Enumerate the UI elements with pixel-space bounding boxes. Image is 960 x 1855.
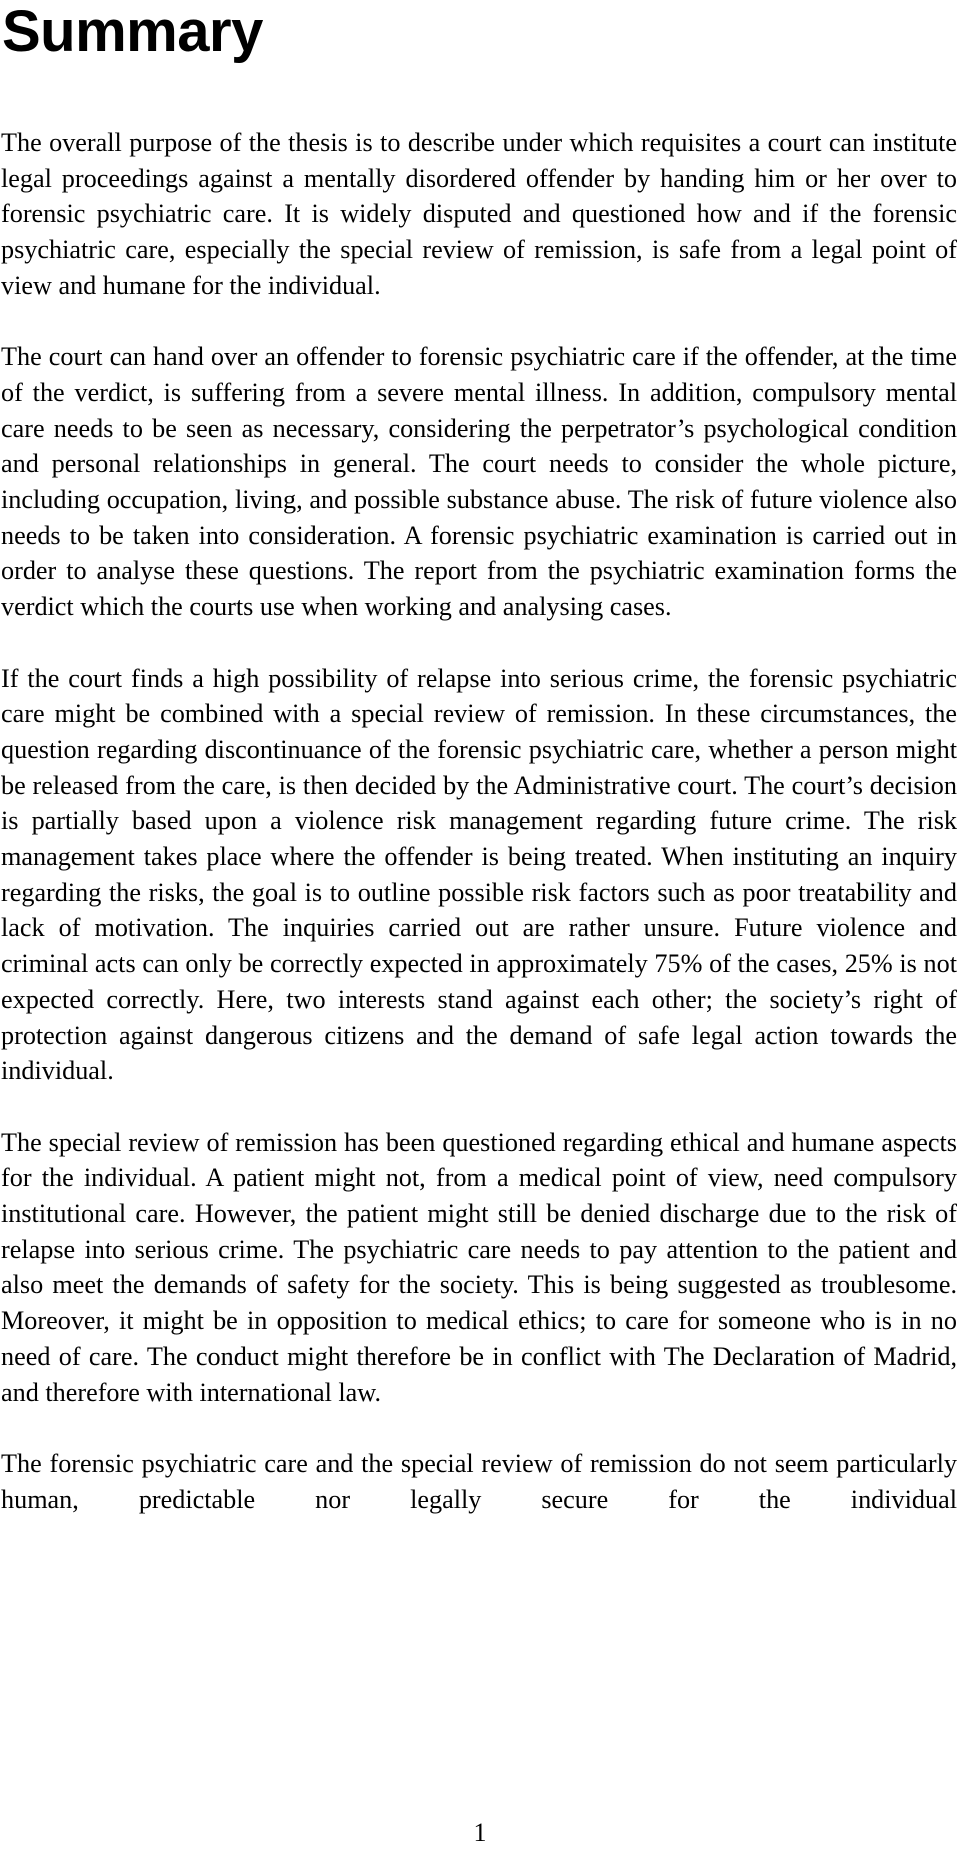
page-title: Summary [2, 0, 263, 64]
paragraph-court-handover: The court can hand over an offender to forensic psychiatric care if the offender, at the time of the verdict, is suffering from a severe mental illness. In addition, compulsory mental care needs to be seen as necessary, considering the perpetrator’s psychological condition and personal relationships in general. The court needs to consider the whole picture, including occupation, living, and possible substance abuse. The risk of future violence also needs to be taken into consideration. A forensic psychiatric examination is carried out in order to analyse these questions. The report from the psychiatric examination forms the verdict which the courts use when working and analysing cases. [1, 342, 957, 622]
page-number: 1 [473, 1818, 487, 1847]
summary-body [1, 125, 957, 1517]
paragraph-purpose: The overall purpose of the thesis is to describe under which requisites a court can institute legal proceedings against a mentally disordered offender by handing him or her over to forensic psychiatric care. It is widely disputed and questioned how and if the forensic psychiatric care, especially the special review of remission, is safe from a legal point of view and humane for the individual. [1, 128, 957, 300]
paragraph-conclusion: The forensic psychiatric care and the special review of remission do not seem particularly human, predictable nor legally secure for the individual [1, 1448, 957, 1514]
paragraph-ethics: The special review of remission has been questioned regarding ethical and humane aspects for the individual. A patient might not, from a medical point of view, need compulsory institutional care. However, the patient might still be denied discharge due to the risk of relapse into serious crime. The psychiatric care needs to pay attention to the patient and also meet the demands of safety for the society. This is being suggested as troublesome. Moreover, it might be in opposition to medical ethics; to care for someone who is in no need of care. The conduct might therefore be in conflict with The Declaration of Madrid, and therefore with international law. [1, 1127, 957, 1407]
paragraph-special-review: If the court finds a high possibility of relapse into serious crime, the forensic psychiatric care might be combined with a special review of remission. In these circumstances, the question regarding discontinuance of the forensic psychiatric care, whether a person might be released from the care, is then decided by the Administrative court. The court’s decision is partially based upon a violence risk management regarding future crime. The risk management takes place where the offender is being treated. When instituting an inquiry regarding the risks, the goal is to outline possible risk factors such as poor treatability and lack of motivation. The inquiries carried out are rather unsure. Future violence and criminal acts can only be correctly expected in approximately 75% of the cases, 25% is not expected correctly. Here, two interests stand against each other; the society’s right of protection against dangerous citizens and the demand of safe legal action towards the individual. [1, 663, 957, 1086]
